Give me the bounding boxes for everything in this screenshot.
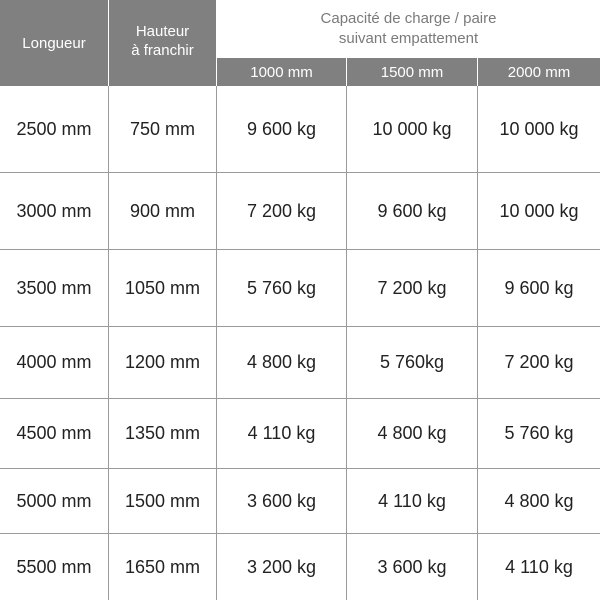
header-length-label: Longueur [22, 34, 86, 52]
cell-height: 1200 mm [109, 327, 217, 399]
cell-capacity-2000: 9 600 kg [478, 250, 600, 327]
cell-capacity-1500: 4 800 kg [347, 399, 478, 469]
cell-capacity-1000: 9 600 kg [217, 86, 347, 173]
cell-capacity-1000: 5 760 kg [217, 250, 347, 327]
header-length [0, 0, 109, 86]
cell-length: 3500 mm [0, 250, 109, 327]
cell-capacity-2000: 4 800 kg [478, 469, 600, 534]
cell-capacity-2000: 4 110 kg [505, 556, 573, 577]
cell-capacity-1500: 9 600 kg [347, 173, 478, 250]
header-wheelbase-2000 [478, 57, 600, 86]
header-capacity-line1: Capacité de charge / paire [320, 9, 497, 27]
cell-capacity-1500: 5 760kg [347, 327, 478, 399]
cell-height: 1350 mm [109, 399, 217, 469]
cell-capacity-1000: 3 200 kg [217, 534, 347, 600]
cell-length: 2500 mm [0, 86, 109, 173]
cell-capacity-1500: 4 110 kg [347, 469, 478, 534]
cell-capacity-1500: 3 600 kg [347, 534, 478, 600]
cell-capacity-1500: 7 200 kg [347, 250, 478, 327]
cell-length: 4500 mm [0, 399, 109, 469]
cell-capacity-1000: 4 800 kg [217, 327, 347, 399]
cell-capacity-2000: 7 200 kg [478, 327, 600, 399]
header-capacity-line2: suivant empattement [338, 29, 479, 47]
header-wheelbase-label: 2000 mm [507, 63, 571, 81]
cell-height: 1650 mm [109, 534, 217, 600]
header-capacity-group [217, 0, 600, 57]
cell-length: 3000 mm [0, 173, 109, 250]
cell-capacity-1500: 10 000 kg [347, 86, 478, 173]
header-wheelbase-label: 1500 mm [380, 63, 444, 81]
cell-length: 5500 mm [0, 534, 109, 600]
header-height-line1: Hauteur [135, 23, 190, 40]
cell-capacity-2000: 5 760 kg [478, 399, 600, 469]
header-wheelbase-1500 [347, 57, 478, 86]
cell-length: 4000 mm [0, 327, 109, 399]
header-height-line2: à franchir [131, 42, 194, 59]
header-wheelbase-label: 1000 mm [250, 63, 313, 81]
cell-capacity-1000: 3 600 kg [217, 469, 347, 534]
header-wheelbase-1000 [217, 57, 347, 86]
header-height [109, 0, 217, 86]
cell-capacity-1000: 7 200 kg [217, 173, 347, 250]
cell-capacity-1000: 4 110 kg [217, 399, 347, 469]
cell-height: 1500 mm [109, 469, 217, 534]
cell-capacity-2000: 10 000 kg [478, 173, 600, 250]
cell-height: 750 mm [109, 86, 217, 173]
cell-height: 900 mm [109, 173, 217, 250]
cell-capacity-2000: 10 000 kg [478, 86, 600, 173]
cell-height: 1050 mm [109, 250, 217, 327]
cell-length: 5000 mm [0, 469, 109, 534]
